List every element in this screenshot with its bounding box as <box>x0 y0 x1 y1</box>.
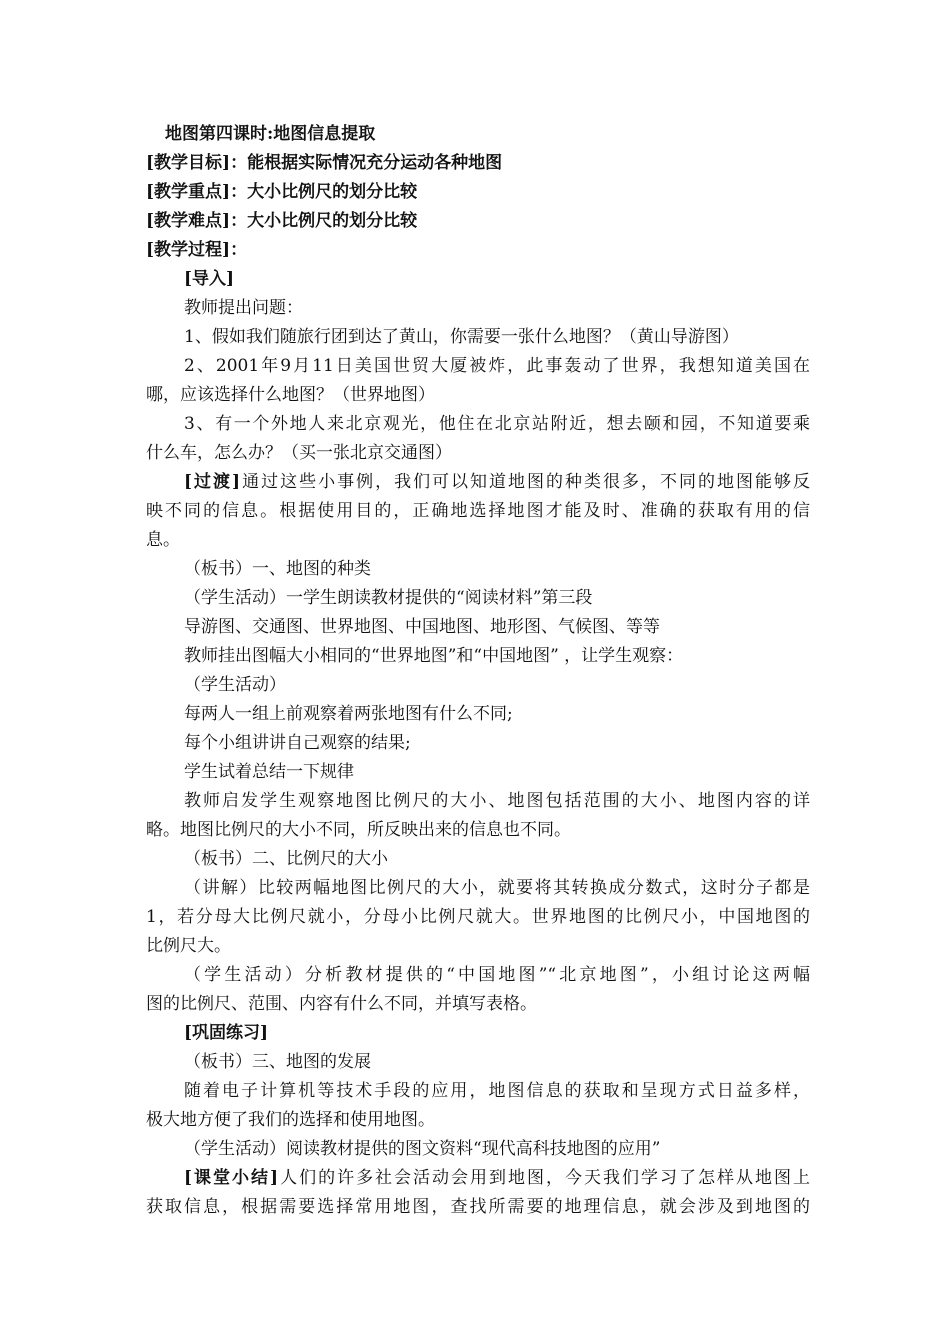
teaching-key-point: [教学重点]：大小比例尺的划分比较 <box>146 182 418 202</box>
summary-line-1 <box>146 1164 810 1193</box>
teacher-guidance-line-1: 教师启发学生观察地图比例尺的大小、地图包括范围的大小、地图内容的详 <box>184 791 810 811</box>
teacher-guidance-line-2: 略。地图比例尺的大小不同，所反映出来的信息也不同。 <box>146 820 571 840</box>
explanation-line-2: 1，若分母大比例尺就小，分母小比例尺就大。世界地图的比例尺小，中国地图的 <box>146 907 810 927</box>
transition-tag: [过渡] <box>184 472 241 492</box>
lesson-title: 地图第四课时:地图信息提取 <box>165 124 376 144</box>
explanation-line-3: 比例尺大。 <box>146 936 231 956</box>
question-3-line-1: 3、有一个外地人来北京观光，他住在北京站附近，想去颐和园，不知道要乘 <box>184 414 810 434</box>
student-activity-4: （学生活动）阅读教材提供的图文资料“现代高科技地图的应用” <box>184 1139 661 1159</box>
question-2-line-2: 哪，应该选择什么地图？（世界地图） <box>146 385 435 405</box>
board-note-3: （板书）三、地图的发展 <box>184 1052 371 1072</box>
pair-observation: 每两人一组上前观察着两张地图有什么不同; <box>184 704 513 724</box>
question-1: 1、假如我们随旅行团到达了黄山，你需要一张什么地图？（黄山导游图） <box>184 327 739 347</box>
student-activity-3-line-1: （学生活动）分析教材提供的“中国地图”“北京地图”，小组讨论这两幅 <box>184 965 810 985</box>
transition-line-2: 映不同的信息。根据使用目的，正确地选择地图才能及时、准确的获取有用的信 <box>146 501 810 521</box>
group-report: 每个小组讲讲自己观察的结果; <box>184 733 411 753</box>
transition-line-1 <box>146 468 810 497</box>
question-2-line-1: 2、2001年9月11日美国世贸大厦被炸，此事轰动了世界，我想知道美国在 <box>184 356 810 376</box>
map-types-list: 导游图、交通图、世界地图、中国地图、地形图、气候图、等等 <box>184 617 660 637</box>
board-note-2: （板书）二、比例尺的大小 <box>184 849 388 869</box>
teaching-difficulty: [教学难点]：大小比例尺的划分比较 <box>146 211 418 231</box>
student-activity-1: （学生活动）一学生朗读教材提供的“阅读材料”第三段 <box>184 588 593 608</box>
practice-heading: [巩固练习] <box>184 1023 269 1043</box>
explanation-line-1: （讲解）比较两幅地图比例尺的大小，就要将其转换成分数式，这时分子都是 <box>184 878 810 898</box>
student-activity-2: （学生活动） <box>184 675 286 695</box>
intro-question: 教师提出问题： <box>184 298 303 318</box>
intro-heading: [导入] <box>184 269 235 289</box>
transition-line-3: 息。 <box>146 530 180 550</box>
document-body <box>146 120 810 1222</box>
summary-tag: [课堂小结] <box>184 1168 279 1188</box>
student-summary: 学生试着总结一下规律 <box>184 762 354 782</box>
summary-line-2: 获取信息，根据需要选择常用地图，查找所需要的地理信息，就会涉及到地图的 <box>146 1197 810 1217</box>
teaching-process-heading: [教学过程]： <box>146 240 248 260</box>
development-line-2: 极大地方便了我们的选择和使用地图。 <box>146 1110 435 1130</box>
development-line-1: 随着电子计算机等技术手段的应用，地图信息的获取和呈现方式日益多样， <box>184 1081 810 1101</box>
question-3-line-2: 什么车，怎么办？（买一张北京交通图） <box>146 443 452 463</box>
board-note-1: （板书）一、地图的种类 <box>184 559 371 579</box>
teaching-objective: [教学目标]：能根据实际情况充分运动各种地图 <box>146 153 503 173</box>
summary-text: 人们的许多社会活动会用到地图，今天我们学习了怎样从地图上 <box>278 1168 810 1188</box>
teacher-display-maps: 教师挂出图幅大小相同的“世界地图”和“中国地图” ，让学生观察： <box>184 646 684 666</box>
transition-text: 通过这些小事例，我们可以知道地图的种类很多，不同的地图能够反 <box>240 472 810 492</box>
student-activity-3-line-2: 图的比例尺、范围、内容有什么不同，并填写表格。 <box>146 994 537 1014</box>
